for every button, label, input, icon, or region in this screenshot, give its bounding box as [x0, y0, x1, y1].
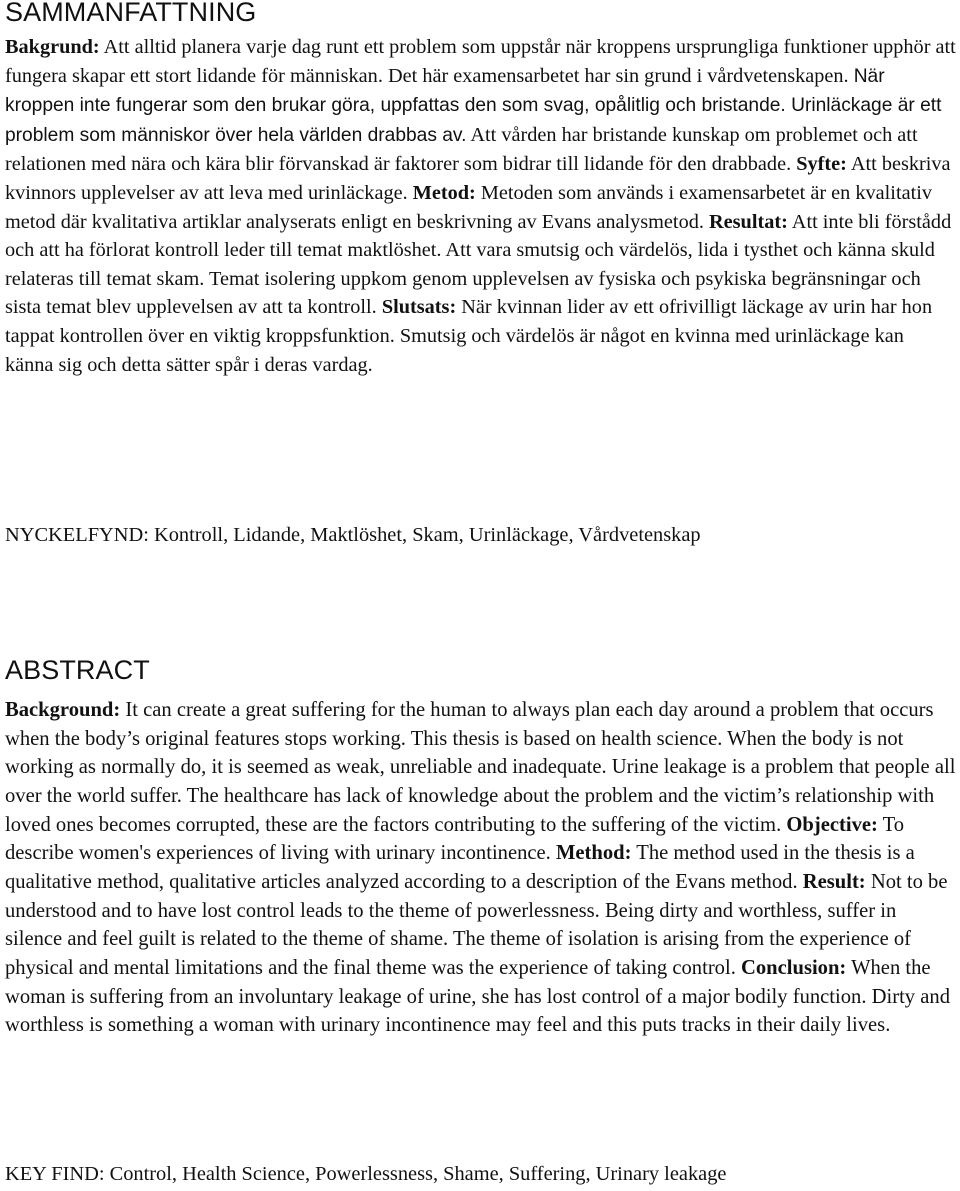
abstract-paragraph [5, 696, 957, 1040]
background-text: It can create a great suffering for the human to always plan each day around a problem that occurs when the body’s original features stops working. This thesis is based on health science. When the body is not working as normally do, it is seemed as weak, unreliable and inadequate. Urine leakage is a problem that people all over the world suffer. The healthcare has lack of knowledge about the problem and the victim’s relationship with loved ones becomes corrupted, these are the factors contributing to the suffering of the victim. [5, 699, 956, 836]
syfte-text: Att beskriva kvinnors upplevelser av att leva med urinläckage. [5, 153, 951, 204]
slutsats-text: När kvinnan lider av ett ofrivilligt läckage av urin har hon tappat kontrollen över en viktig kroppsfunktion. Smutsig och värdelös är något en kvinna med urinläckage kan känna sig och detta sätter spår i deras vardag. [5, 296, 933, 376]
conclusion-text: When the woman is suffering from an involuntary leakage of urine, she has lost control of a major bodily function. Dirty and worthless is something a woman with urinary incontinence may feel and this puts tracks in their daily lives. [5, 956, 950, 1037]
objective-label: Objective: [786, 813, 878, 836]
conclusion-label: Conclusion: [741, 956, 847, 979]
metod-label: Metod: [412, 181, 476, 204]
bakgrund-label: Bakgrund: [5, 36, 100, 58]
result-label: Result: [802, 870, 866, 893]
bakgrund-text-b: När kroppen inte fungerar som den brukar göra, uppfattas den som svag, opålitlig och bristande. Urinläckage är ett problem som människor över hela världen drabbas av. [5, 65, 942, 146]
syfte-label: Syfte: [796, 153, 847, 176]
sammanfattning-heading: SAMMANFATTNING [5, 0, 257, 27]
nyckelfynd-keywords: NYCKELFYND: Kontroll, Lidande, Maktlöshet, Skam, Urinläckage, Vårdvetenskap [5, 524, 701, 546]
bakgrund-text-c: Att vården har bristande kunskap om problemet och att relationen med nära och kära blir förvanskad är faktorer som bidrar till lidande för den drabbade. [5, 123, 918, 176]
background-label: Background: [5, 699, 121, 721]
method-label: Method: [555, 842, 632, 865]
result-text: Not to be understood and to have lost control leads to the theme of powerlessness. Being dirty and worthless, suffer in silence and feel guilt is related to the theme of shame. The theme of isolation is arising from the experience of physical and mental limitations and the final theme was the experience of taking control. [5, 870, 948, 979]
resultat-label: Resultat: [709, 210, 788, 233]
key-find-keywords: KEY FIND: Control, Health Science, Powerlessness, Shame, Suffering, Urinary leakage [5, 1163, 727, 1185]
metod-text: Metoden som används i examensarbetet är en kvalitativ metod där kvalitativa artiklar analyserats enligt en beskrivning av Evans analysmetod. [5, 181, 932, 233]
bakgrund-text-a: Att alltid planera varje dag runt ett problem som uppstår när kroppens ursprungliga funktioner upphör att fungera skapar ett stort lidande för människan. Det här examensarbetet har sin grund i vårdvetenskapen. [5, 36, 956, 87]
slutsats-label: Slutsats: [381, 296, 457, 319]
resultat-text: Att inte bli förstådd och att ha förlorat kontroll leder till temat maktlöshet. Att vara smutsig och värdelös, lida i tysthet och känna skuld relateras till temat skam. Temat isolering uppkom genom upplevelsen av fysiska och psykiska begränsningar och sista temat blev upplevelsen av att ta kontroll. [5, 210, 952, 319]
sammanfattning-paragraph [5, 33, 957, 379]
abstract-heading: ABSTRACT [5, 655, 150, 685]
method-text: The method used in the thesis is a qualitative method, qualitative articles analyzed according to a description of the Evans method. [5, 842, 915, 893]
objective-text: To describe women's experiences of living with urinary incontinence. [5, 813, 905, 865]
